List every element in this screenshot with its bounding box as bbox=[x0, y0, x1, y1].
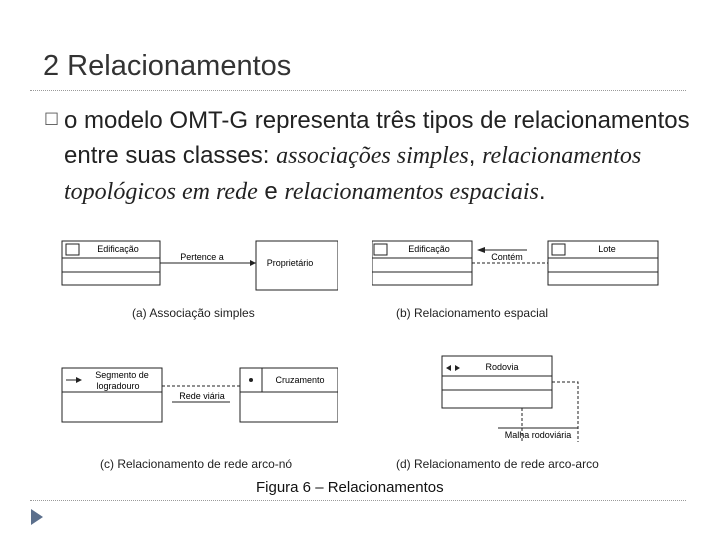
assoc-contem: Contém bbox=[491, 252, 523, 262]
text-segment: o modelo OMT-G representa três tipos de relacionamentos entre suas classes: bbox=[64, 107, 690, 169]
class-lote: Lote bbox=[598, 244, 616, 254]
class-rodovia: Rodovia bbox=[485, 362, 519, 372]
footer-divider bbox=[30, 500, 686, 501]
text-italic-topologicos: relacionamentos topológicos em rede bbox=[64, 143, 642, 205]
text-italic-associacoes: associações simples bbox=[276, 143, 469, 169]
caption-panel-a: (a) Associação simples bbox=[132, 306, 255, 320]
text-italic-espaciais: relacionamentos espaciais bbox=[284, 179, 539, 205]
assoc-pertence-a: Pertence a bbox=[180, 252, 224, 262]
diagram-panel-b bbox=[372, 236, 662, 292]
caption-panel-b: (b) Relacionamento espacial bbox=[396, 306, 549, 320]
bullet-text bbox=[64, 103, 704, 210]
class-segmento-line1: Segmento de bbox=[95, 370, 149, 380]
text-segment: e bbox=[257, 178, 285, 205]
slide-title: 2 Relacionamentos bbox=[43, 50, 292, 82]
class-edificacao-b: Edificação bbox=[408, 244, 450, 254]
diagram-panel-d bbox=[440, 352, 586, 444]
triangle-right-icon bbox=[30, 508, 44, 526]
title-divider bbox=[30, 90, 686, 91]
diagram-panel-a bbox=[60, 236, 338, 292]
diagram-panel-c bbox=[60, 366, 338, 424]
assoc-rede-viaria: Rede viária bbox=[179, 391, 225, 401]
class-segmento-line2: logradouro bbox=[96, 381, 140, 391]
assoc-malha-rodoviaria: Malha rodoviária bbox=[504, 430, 572, 440]
square-bullet-icon: □ bbox=[44, 108, 60, 127]
class-edificacao-a: Edificação bbox=[97, 244, 139, 254]
class-cruzamento: Cruzamento bbox=[275, 375, 325, 385]
text-segment: , bbox=[468, 142, 483, 169]
caption-panel-c: (c) Relacionamento de rede arco-nó bbox=[100, 457, 293, 471]
figure-caption: Figura 6 – Relacionamentos bbox=[256, 479, 444, 496]
class-proprietario: Proprietário bbox=[266, 258, 314, 268]
caption-panel-d: (d) Relacionamento de rede arco-arco bbox=[396, 457, 599, 471]
text-segment: . bbox=[538, 178, 546, 205]
